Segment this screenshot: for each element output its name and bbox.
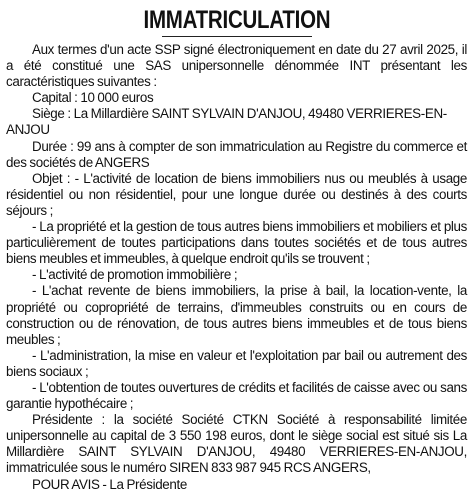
capital-line: Capital : 10 000 euros: [32, 90, 154, 106]
objet-item-credits: - L'obtention de toutes ouvertures de crédits et facilités de caisse avec ou sans garantie hypothécaire ;: [6, 379, 467, 412]
objet-item-administration: - L'administration, la mise en valeur et l'exploitation par bail ou autrement des biens sociaux ;: [6, 347, 467, 379]
presidente-paragraph: Présidente : la société Société CTKN Société à responsabilité limitée unipersonnelle au capital de 3 550 198 euros, dont le siège social est situé sis La Millardière SAINT SYLVAIN D'ANJOU, 49480 VERRIERES-EN-ANJOU, immatriculée sous le numéro SIREN 833 987 945 RCS ANGERS,: [6, 412, 467, 476]
objet-paragraph: Objet : - L'activité de location de biens immobiliers nus ou meublés à usage résidentiel ou non résidentiel, pour une longue durée ou destinés à des courts séjours ;: [6, 170, 467, 218]
title-underline: [162, 36, 312, 37]
duree-paragraph: Durée : 99 ans à compter de son immatriculation au Registre du commerce et des sociétés de ANGERS: [6, 138, 467, 170]
intro-paragraph: Aux termes d'un acte SSP signé électroniquement en date du 27 avril 2025, il a été constitué une SAS unipersonnelle dénommée INT présentant les caractéristiques suivantes :: [6, 42, 467, 90]
objet-item-promotion: - L'activité de promotion immobilière ;: [32, 267, 238, 283]
signature-line: POUR AVIS - La Présidente: [32, 476, 187, 492]
title-wrap: [0, 0, 473, 40]
objet-item-propriete: - La propriété et la gestion de tous autres biens immobiliers et mobiliers et plus particulièrement de toutes participations dans toutes sociétés et de tous autres biens meubles et immeubles, à quelque endroit qu'ils se trouvent ;: [6, 219, 467, 267]
siege-line: Siège : La Millardière SAINT SYLVAIN D'ANJOU, 49480 VERRIERES-EN-ANJOU: [6, 106, 447, 138]
objet-item-achat-revente: - L'achat revente de biens immobiliers, la prise à bail, la location-vente, la propriété ou copropriété de terrains, d'immeubles construits ou en cours de construction ou de rénovation, de tous autres biens immeubles et de tous biens meubles ;: [6, 283, 467, 347]
notice-title: IMMATRICULATION: [143, 6, 330, 34]
notice-body: [6, 42, 467, 493]
